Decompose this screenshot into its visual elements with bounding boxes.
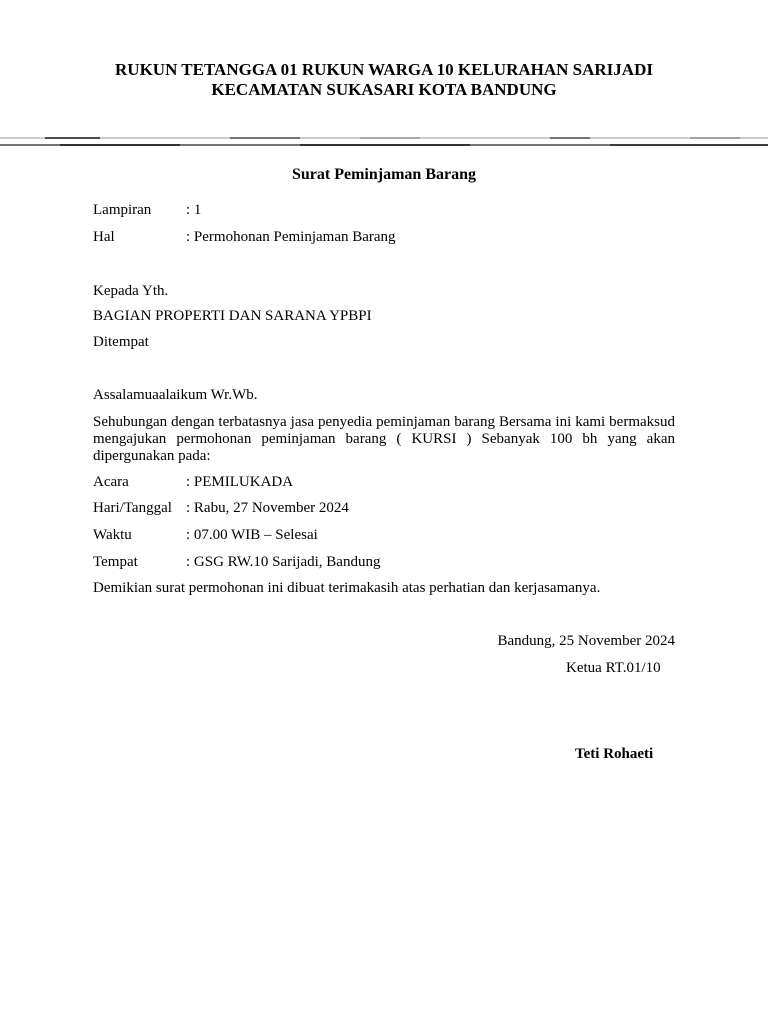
letterhead <box>0 60 768 100</box>
tanggal-row <box>93 500 349 517</box>
lampiran-value: : 1 <box>186 202 202 218</box>
recipient-place: Ditempat <box>93 334 149 350</box>
acara-row <box>93 474 293 491</box>
hal-value: : Permohonan Peminjaman Barang <box>186 229 396 245</box>
document-title: Surat Peminjaman Barang <box>292 166 476 183</box>
letterhead-line-2: KECAMATAN SUKASARI KOTA BANDUNG <box>211 80 557 99</box>
waktu-row <box>93 527 318 544</box>
hal-label: Hal <box>93 229 115 245</box>
signature-position: Ketua RT.01/10 <box>566 660 661 676</box>
recipient-greeting: Kepada Yth. <box>93 283 169 299</box>
letterhead-line-1: RUKUN TETANGGA 01 RUKUN WARGA 10 KELURAHAN SARIJADI <box>115 60 653 79</box>
body-paragraph: Sehubungan dengan terbatasnya jasa penyedia peminjaman barang Bersama ini kami bermaksud mengajukan permohonan peminjaman barang ( KURSI ) Sebanyak 100 bh yang akan dipergunakan pada: <box>93 414 675 464</box>
letterhead-divider <box>0 136 768 150</box>
lampiran-label: Lampiran <box>93 202 152 218</box>
waktu-value: : 07.00 WIB – Selesai <box>186 527 318 543</box>
signature-place-date: Bandung, 25 November 2024 <box>497 633 675 649</box>
waktu-label: Waktu <box>93 527 132 543</box>
tempat-label: Tempat <box>93 554 138 570</box>
tempat-row <box>93 554 380 571</box>
signature-name: Teti Rohaeti <box>575 746 654 762</box>
tanggal-label: Hari/Tanggal <box>93 500 172 516</box>
recipient-name: BAGIAN PROPERTI DAN SARANA YPBPI <box>93 308 372 324</box>
tempat-value: : GSG RW.10 Sarijadi, Bandung <box>186 554 381 570</box>
acara-value: : PEMILUKADA <box>186 474 294 490</box>
salutation: Assalamuaalaikum Wr.Wb. <box>93 387 258 403</box>
lampiran-row <box>93 202 201 219</box>
tanggal-value: : Rabu, 27 November 2024 <box>186 500 349 516</box>
closing-text: Demikian surat permohonan ini dibuat terimakasih atas perhatian dan kerjasamanya. <box>93 580 601 596</box>
hal-row <box>93 229 396 246</box>
acara-label: Acara <box>93 474 129 490</box>
